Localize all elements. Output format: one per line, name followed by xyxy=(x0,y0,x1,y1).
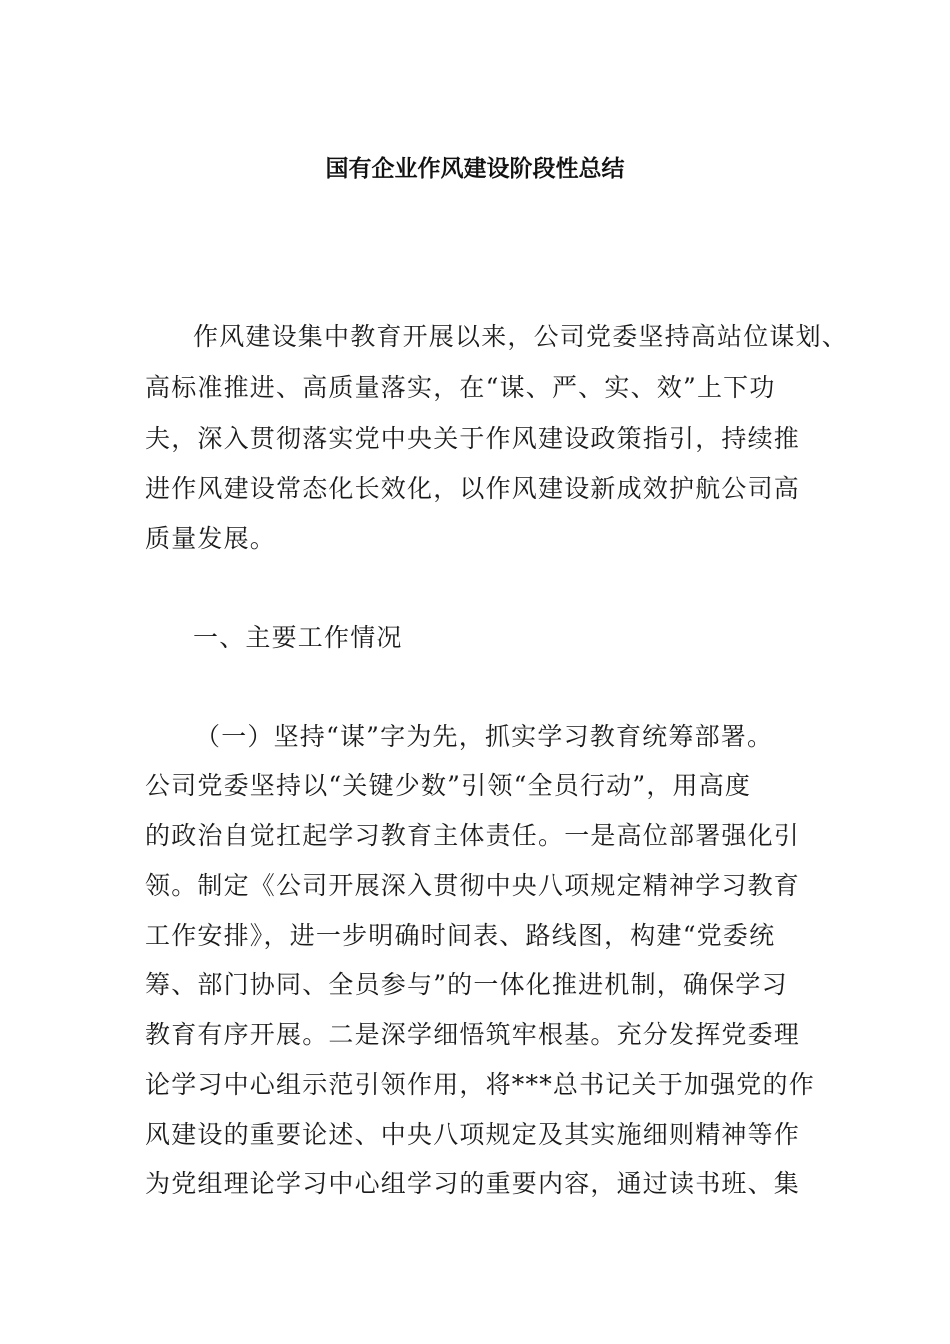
intro-line: 夫，深入贯彻落实党中央关于作风建设政策指引，持续推 xyxy=(145,424,801,453)
body-line: 风建设的重要论述、中央八项规定及其实施细则精神等作 xyxy=(145,1120,801,1149)
body-line: 领。制定《公司开展深入贯彻中央八项规定精神学习教育 xyxy=(145,871,801,900)
intro-line: 进作风建设常态化长效化，以作风建设新成效护航公司高 xyxy=(145,474,801,503)
intro-line: 作风建设集中教育开展以来，公司党委坚持高站位谋划、 xyxy=(193,322,849,351)
section-heading: 一、主要工作情况 xyxy=(193,623,403,652)
body-line: 的政治自觉扛起学习教育主体责任。一是高位部署强化引 xyxy=(145,821,801,850)
subsection-heading-line: （一）坚持“谋”字为先，抓实学习教育统筹部署。 xyxy=(195,722,774,751)
body-line: 教育有序开展。二是深学细悟筑牢根基。充分发挥党委理 xyxy=(145,1020,801,1049)
intro-line: 高标准推进、高质量落实，在“谋、严、实、效”上下功 xyxy=(145,373,776,402)
body-line: 筹、部门协同、全员参与”的一体化推进机制，确保学习 xyxy=(145,970,788,999)
body-line: 论学习中心组示范引领作用，将***总书记关于加强党的作 xyxy=(145,1070,815,1099)
document-title: 国有企业作风建设阶段性总结 xyxy=(325,156,625,182)
body-line: 为党组理论学习中心组学习的重要内容，通过读书班、集 xyxy=(145,1169,801,1198)
body-line: 公司党委坚持以“关键少数”引领“全员行动”，用高度 xyxy=(145,771,752,800)
body-line: 工作安排》，进一步明确时间表、路线图，构建“党委统 xyxy=(145,921,776,950)
intro-line: 质量发展。 xyxy=(145,524,277,553)
